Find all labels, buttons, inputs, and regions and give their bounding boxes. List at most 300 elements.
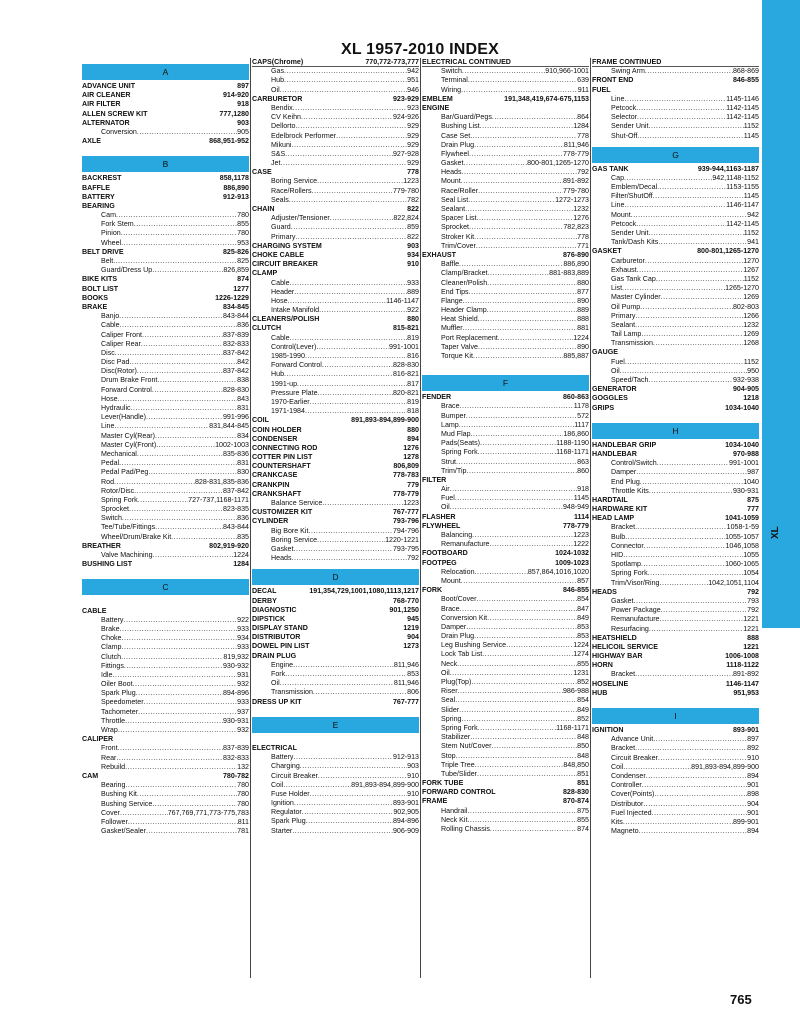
heading-label: DOWEL PIN LIST: [252, 642, 310, 651]
entry-label: Switch: [101, 514, 122, 523]
page-ref: 1046,1058: [725, 541, 759, 550]
entry-label: Taper Valve: [441, 342, 478, 351]
index-heading-books: [82, 294, 249, 303]
heading-label: HEADS: [592, 587, 617, 596]
entry-label: Gas Tank Cap: [611, 274, 656, 283]
page-ref: 986-988: [562, 687, 589, 696]
page-ref: 864: [577, 113, 589, 122]
entry-label: Speedometer: [101, 698, 144, 707]
entry-label: Valve Machining: [101, 551, 153, 559]
index-heading-forward-control: [422, 788, 589, 797]
page-ref: 186,860: [563, 429, 589, 438]
heading-label: FOOTBOARD: [422, 549, 468, 558]
index-entry: [82, 643, 249, 652]
dot-leader: [478, 343, 577, 352]
dot-leader: [285, 150, 393, 159]
page-ref: 890: [577, 296, 589, 305]
page-ref: 1145-1146: [726, 94, 759, 103]
page-ref: 881: [577, 324, 589, 333]
index-entry: [422, 752, 589, 761]
page-ref: 851: [577, 769, 589, 778]
page-ref: 848,850: [563, 760, 589, 769]
dot-leader: [470, 733, 577, 742]
index-entry: [82, 496, 249, 505]
dot-leader: [319, 315, 407, 324]
dot-leader: [137, 367, 223, 376]
dot-leader: [301, 490, 393, 499]
entry-label: Rod: [101, 477, 115, 486]
dot-leader: [463, 324, 578, 333]
heading-label: DECAL: [252, 587, 277, 596]
page-ref: 782: [407, 195, 419, 204]
dot-leader: [129, 505, 223, 514]
dot-leader: [297, 606, 390, 615]
page-ref: 970-988: [732, 449, 759, 458]
page-ref: 802,919-920: [209, 541, 249, 550]
dot-leader: [450, 669, 574, 678]
page-ref: 903: [407, 762, 419, 771]
page-ref: 912-913: [222, 192, 249, 201]
index-entry: [592, 478, 759, 487]
index-heading-alternator: [82, 119, 249, 128]
spacer: [82, 146, 249, 154]
heading-label: HARDWARE KIT: [592, 505, 648, 514]
page-ref: 1118-1122: [726, 661, 759, 670]
spacer: [82, 569, 249, 577]
page-ref: 792: [747, 606, 759, 615]
dot-leader: [469, 150, 563, 159]
dot-leader: [295, 122, 407, 131]
heading-label: BAFFLE: [82, 183, 110, 192]
dot-leader: [442, 586, 563, 595]
index-entry: [82, 689, 249, 698]
page-ref: 934: [407, 250, 419, 259]
index-entry: [592, 284, 759, 293]
index-entry: [422, 343, 589, 352]
page-ref: 891-892: [732, 670, 759, 679]
index-entry: [82, 266, 249, 275]
heading-label: CHARGING SYSTEM: [252, 241, 322, 250]
page-ref: 191,354,729,1001,1080,1113,1217: [309, 587, 419, 596]
index-entry: [422, 467, 589, 476]
dot-leader: [456, 251, 563, 260]
section-header-g: G: [592, 147, 759, 163]
index-heading-bearing: [82, 202, 249, 211]
index-heading-electrical: [252, 744, 419, 753]
index-heading-fork: [422, 586, 589, 595]
dot-leader: [478, 315, 577, 324]
dot-leader: [631, 211, 747, 220]
index-entry: [592, 104, 759, 113]
index-heading-dowel-pin-list: [252, 642, 419, 651]
dot-leader: [124, 662, 223, 671]
dot-leader: [317, 444, 403, 453]
index-entry: [82, 671, 249, 680]
entry-label: Oil: [271, 85, 280, 94]
section-header-a: A: [82, 64, 249, 80]
dot-leader: [456, 752, 578, 761]
spacer: [252, 707, 419, 715]
dot-leader: [293, 661, 394, 670]
dot-leader: [122, 634, 238, 643]
page-ref: 899-901: [732, 817, 759, 826]
heading-label: COUNTERSHAFT: [252, 462, 311, 471]
page-ref: 893-901: [392, 799, 419, 808]
dot-leader: [640, 303, 733, 312]
entry-label: Wheel/Drum/Brake Kit: [101, 532, 172, 541]
index-entry: [82, 616, 249, 625]
index-entry: [592, 772, 759, 781]
dot-leader: [308, 527, 392, 536]
index-entry: [592, 132, 759, 141]
dot-leader: [652, 809, 748, 818]
page-ref: 874: [237, 275, 249, 284]
page-ref: 792: [747, 587, 759, 596]
entry-label: Cover: [101, 808, 120, 817]
entry-label: Tee/Tube/Fittings: [101, 523, 156, 532]
entry-label: Line: [101, 422, 115, 431]
index-entry: [252, 361, 419, 370]
dot-leader: [138, 708, 237, 717]
dot-leader: [288, 297, 387, 306]
entry-label: Circuit Breaker: [611, 753, 658, 762]
entry-label: Drain Plug: [441, 140, 475, 149]
dot-leader: [628, 680, 726, 689]
dot-leader: [653, 339, 743, 348]
page-ref: 778: [577, 131, 589, 140]
page-ref: 1219: [403, 624, 419, 633]
page-ref: 837-842: [222, 348, 249, 357]
page-ref: 831,844-845: [209, 422, 249, 431]
entry-label: Controller: [611, 781, 642, 790]
dot-leader: [313, 688, 407, 697]
page-ref: 910: [407, 260, 419, 269]
entry-label: Lamp: [441, 420, 459, 429]
dot-leader: [471, 430, 564, 439]
dot-leader: [118, 395, 238, 404]
spacer: [252, 563, 419, 567]
index-entry: [592, 257, 759, 266]
page-ref: 951: [407, 76, 419, 85]
entry-label: Sender Unit: [611, 122, 649, 131]
dot-leader: [642, 652, 725, 661]
dot-leader: [137, 790, 237, 799]
heading-label: EMBLEM: [422, 94, 453, 103]
index-entry: [252, 772, 419, 781]
index-entry: [592, 560, 759, 569]
dot-leader: [492, 113, 577, 122]
index-entry: [82, 533, 249, 542]
page-ref: 852: [577, 714, 589, 723]
dot-leader: [635, 670, 733, 679]
index-entry: [252, 817, 419, 826]
entry-label: Bendix: [271, 103, 293, 112]
heading-label: CONNECTING ROD: [252, 443, 318, 452]
page-ref: 918: [237, 100, 249, 109]
page-ref: 857,864,1016,1020: [527, 567, 589, 576]
entry-label: Header: [271, 287, 295, 296]
page-ref: 1231: [573, 668, 589, 677]
page-ref: 846-855: [732, 76, 759, 85]
dot-leader: [620, 367, 747, 376]
entry-label: Swing Arm: [611, 67, 645, 76]
entry-label: Shut-Off: [611, 131, 638, 140]
page-ref: 888: [747, 633, 759, 642]
dot-leader: [124, 248, 223, 257]
index-entry: [82, 441, 249, 450]
page-ref: 1058-1-59: [726, 523, 759, 532]
index-entry: [82, 386, 249, 395]
dot-leader: [622, 247, 698, 256]
entry-label: Spring Fork: [101, 495, 138, 504]
index-heading-allen-screw-kit: [82, 110, 249, 119]
index-entry: [82, 708, 249, 717]
index-entry: [592, 818, 759, 827]
dot-leader: [645, 67, 733, 76]
index-entry: [82, 229, 249, 238]
index-heading-helicoil-service: [592, 643, 759, 652]
page-ref: 1224: [233, 551, 249, 559]
entry-label: Spring Fork: [611, 569, 648, 578]
index-entry: [422, 614, 589, 623]
index-entry: [252, 76, 419, 85]
heading-label: HANDLEBAR: [592, 449, 637, 458]
index-heading-diagnostic: [252, 606, 419, 615]
entry-label: Race/Rollers: [271, 186, 312, 195]
dot-leader: [318, 772, 407, 781]
column-divider: [420, 58, 421, 978]
dot-leader: [113, 257, 237, 266]
index-heading-flasher: [422, 513, 589, 522]
dot-leader: [125, 763, 237, 772]
index-entry: [252, 781, 419, 790]
index-entry: [422, 678, 589, 687]
dot-leader: [280, 159, 407, 168]
page-ref: 875: [747, 495, 759, 504]
index-entry: [252, 545, 419, 554]
index-entry: [592, 122, 759, 131]
page-ref: 857: [577, 576, 589, 585]
page-ref: 932: [237, 726, 249, 734]
page-ref: 816: [407, 352, 419, 360]
page-ref: 858,1178: [219, 174, 249, 183]
page-ref: 1142-1145: [726, 103, 759, 112]
index-entry: [82, 523, 249, 532]
page-ref: 822,824: [393, 214, 419, 223]
index-entry: [252, 407, 419, 416]
dot-leader: [661, 606, 747, 615]
entry-label: Heat Shield: [441, 315, 478, 324]
page-ref: 941: [747, 238, 759, 247]
entry-label: Spring Fork: [441, 723, 478, 732]
page-ref: 1041-1059: [725, 514, 759, 523]
dot-leader: [455, 696, 577, 705]
index-entry: [82, 211, 249, 220]
dot-leader: [649, 625, 743, 634]
page-ref: 898: [747, 790, 759, 799]
entry-label: S&S: [271, 149, 286, 158]
dot-leader: [121, 542, 209, 551]
heading-label: CRANKPIN: [252, 480, 290, 489]
dot-leader: [302, 698, 393, 707]
entry-label: Stem Nut/Cover: [441, 742, 492, 751]
page-ref: 843-844: [222, 523, 249, 532]
heading-label: DRAIN PLUG: [252, 651, 297, 660]
index-heading-handlebar: [592, 450, 759, 459]
page-ref: 1218: [743, 394, 759, 403]
dot-leader: [635, 523, 727, 532]
page-ref: 777,1280: [219, 109, 249, 118]
page-ref: 1221: [743, 624, 759, 633]
index-heading-carburetor: [252, 95, 419, 104]
entry-label: Bushing Kit: [101, 790, 137, 799]
index-heading-crankcase: [252, 471, 419, 480]
page-ref: 817: [407, 379, 419, 388]
entry-label: Carburetor: [611, 256, 645, 265]
dot-leader: [623, 763, 691, 772]
index-entry: [82, 487, 249, 496]
dot-leader: [607, 689, 733, 698]
entry-label: Transmission: [611, 339, 653, 348]
entry-label: Charging: [271, 762, 300, 771]
index-entry: [252, 670, 419, 679]
entry-label: Fuse Holder: [271, 789, 310, 798]
dot-leader: [132, 560, 233, 569]
index-entry: [422, 86, 589, 95]
page-ref: 132: [237, 762, 249, 771]
entry-label: Rebuild: [101, 762, 126, 771]
dot-leader: [302, 426, 408, 435]
dot-leader: [302, 95, 393, 104]
page-ref: 811,946: [393, 679, 419, 688]
page-title: XL 1957-2010 INDEX: [340, 41, 500, 58]
page-ref: 886,890: [223, 183, 249, 192]
heading-label: HORN: [592, 661, 613, 670]
dot-leader: [660, 615, 744, 624]
dot-leader: [116, 211, 237, 220]
page-ref: 806: [407, 688, 419, 697]
entry-label: Control/Switch: [611, 459, 657, 468]
page-ref: 890: [577, 342, 589, 351]
spacer: [592, 698, 759, 706]
index-entry: [422, 297, 589, 306]
dot-leader: [120, 321, 238, 330]
entry-label: Bushing Service: [101, 799, 153, 808]
index-heading-electrical-continued: [422, 58, 589, 67]
entry-label: Boring Service: [271, 177, 318, 186]
dot-leader: [318, 260, 407, 269]
heading-label: CAPS(Chrome): [252, 58, 304, 66]
entry-label: Selector: [611, 113, 638, 122]
dot-leader: [467, 816, 577, 825]
dot-leader: [477, 770, 577, 779]
index-entry: [592, 95, 759, 104]
entry-label: Master Cyl(Rear): [101, 431, 155, 440]
dot-leader: [653, 735, 747, 744]
index-entry: [422, 641, 589, 650]
index-entry: [422, 402, 589, 411]
index-entry: [252, 762, 419, 771]
dot-leader: [131, 404, 238, 413]
entry-label: Banjo: [101, 312, 120, 321]
page-ref: 875: [577, 806, 589, 815]
dot-leader: [121, 229, 237, 238]
page-ref: 868,951-952: [209, 137, 249, 146]
dot-leader: [115, 193, 223, 202]
page-ref: 939-944,1163-1187: [697, 164, 759, 173]
page-ref: 904: [407, 633, 419, 642]
entry-label: Fuel: [441, 494, 455, 503]
index-heading-heads: [592, 588, 759, 597]
heading-label: GASKET: [592, 247, 622, 256]
heading-label: BREATHER: [82, 541, 121, 550]
index-column-3: [422, 58, 589, 834]
page-ref: 1168-1171: [556, 448, 589, 457]
dot-leader: [112, 671, 237, 680]
page-ref: 1267: [743, 265, 759, 274]
index-entry: [82, 395, 249, 404]
dot-leader: [336, 132, 407, 141]
page-ref: 778-779: [562, 521, 589, 530]
index-entry: [422, 159, 589, 168]
entry-label: Control(Lever): [271, 342, 317, 351]
entry-label: Clamp/Bracket: [441, 269, 488, 278]
heading-label: HARDTAIL: [592, 495, 628, 504]
dot-leader: [474, 141, 564, 150]
entry-label: Sender Unit: [611, 229, 649, 237]
dot-leader: [460, 605, 578, 614]
index-entry: [422, 242, 589, 251]
dot-leader: [475, 568, 528, 577]
heading-label: BATTERY: [82, 192, 115, 201]
index-heading-footboard: [422, 549, 589, 558]
page-ref: 767,769,771,773-775,783: [167, 808, 249, 817]
entry-label: Heads: [441, 168, 462, 177]
page-ref: 843-844: [222, 312, 249, 321]
index-heading-ignition: [592, 726, 759, 735]
dot-leader: [459, 706, 577, 715]
dot-leader: [637, 634, 747, 643]
index-entry: [252, 141, 419, 150]
heading-label: GAUGE: [592, 348, 619, 357]
dot-leader: [462, 67, 545, 76]
index-entry: [592, 809, 759, 818]
index-entry: [82, 478, 249, 487]
page-ref: 778: [577, 232, 589, 241]
heading-label: CRANKSHAFT: [252, 489, 302, 498]
entry-label: Stabilizer: [441, 733, 471, 742]
dot-leader: [646, 772, 747, 781]
dot-leader: [457, 660, 577, 669]
dot-leader: [474, 233, 577, 242]
heading-label: DISPLAY STAND: [252, 624, 308, 633]
heading-label: CABLE: [82, 606, 107, 615]
page-ref: 937: [237, 707, 249, 716]
page-ref: 931: [237, 670, 249, 679]
index-entry: [592, 113, 759, 122]
dot-leader: [658, 643, 743, 652]
page-ref: 1223: [403, 499, 419, 507]
dot-leader: [472, 531, 573, 540]
entry-label: Port Replacement: [441, 333, 498, 342]
index-entry: [592, 754, 759, 763]
page-ref: 910: [407, 771, 419, 780]
heading-label: AIR FILTER: [82, 100, 121, 109]
dot-leader: [614, 404, 725, 413]
dot-leader: [461, 577, 577, 586]
index-entry: [252, 827, 419, 836]
page-ref: 818: [407, 407, 419, 416]
